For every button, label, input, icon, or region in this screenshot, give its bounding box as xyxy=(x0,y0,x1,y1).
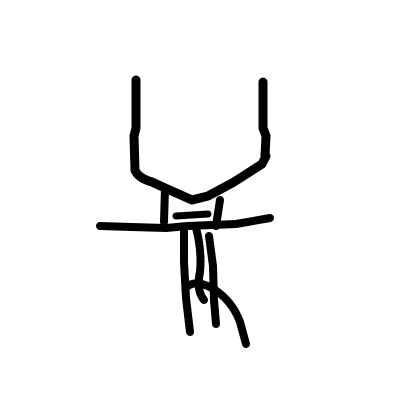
crossbar-link-stroke xyxy=(176,214,208,216)
center-upper-stem-stroke xyxy=(164,188,165,222)
inner-leg-stroke xyxy=(209,236,216,324)
middle-leg-stroke xyxy=(196,228,204,300)
right-vertical-stroke xyxy=(263,82,266,156)
left-vertical-stroke xyxy=(134,80,136,170)
v-bottom-stroke xyxy=(135,156,266,200)
